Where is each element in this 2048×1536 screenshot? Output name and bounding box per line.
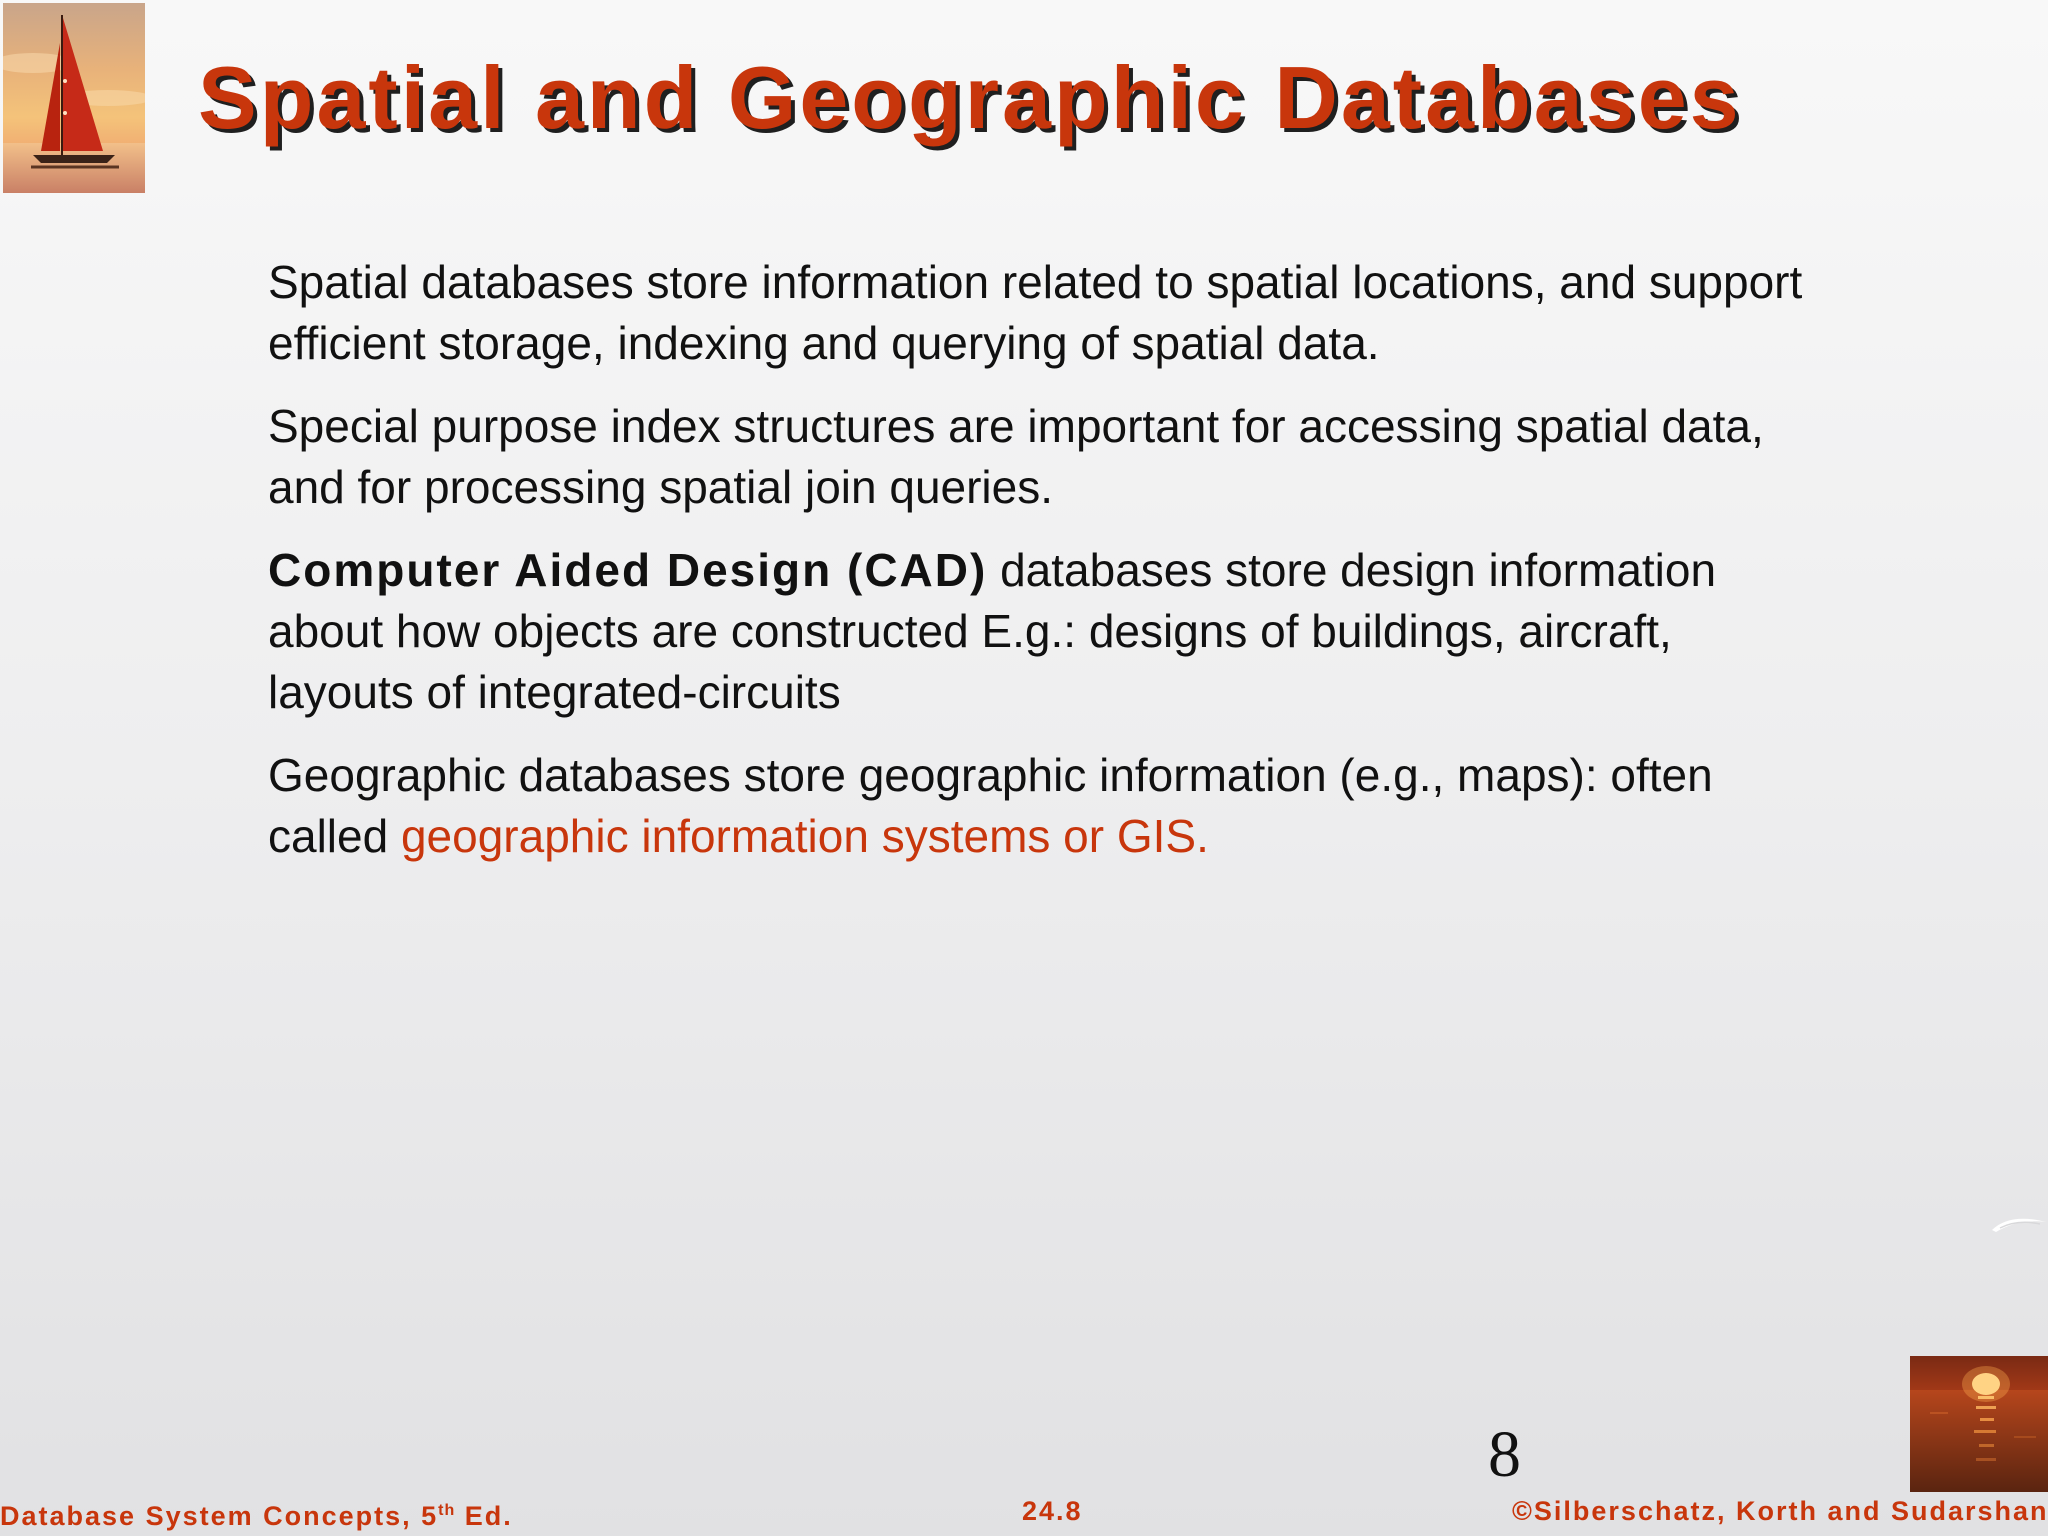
footer-copyright: ©Silberschatz, Korth and Sudarshan — [1512, 1496, 2048, 1526]
slide-body — [268, 252, 1828, 889]
paragraph-geographic-databases — [268, 745, 1828, 867]
paragraph-cad — [268, 540, 1828, 723]
sailboat-image — [3, 3, 145, 193]
geographic-description: Geographic databases store geographic information (e.g., maps): often called — [268, 749, 1713, 862]
slide-number: 8 — [1488, 1418, 1521, 1491]
paragraph-spatial-databases: Spatial databases store information related to spatial locations, and support efficient storage, indexing and querying of spatial data. — [268, 256, 1803, 369]
sunset-image — [1910, 1356, 2048, 1492]
footer-slide-code: 24.8 — [1022, 1496, 1083, 1526]
decorative-wisp — [1990, 1212, 2048, 1241]
gis-term: geographic information systems or GIS. — [400, 810, 1209, 862]
slide-title: Spatial and Geographic Databases — [198, 48, 1742, 147]
cad-term: Computer Aided Design (CAD) — [268, 544, 988, 596]
cad-description: databases store design information about how objects are constructed E.g.: designs of buildings, aircraft, layouts of integrated-circuits — [268, 544, 1717, 718]
paragraph-index-structures: Special purpose index structures are important for accessing spatial data, and for processing spatial join queries. — [268, 400, 1764, 513]
footer-book-title: Database System Concepts, 5th Ed. — [0, 1501, 513, 1531]
